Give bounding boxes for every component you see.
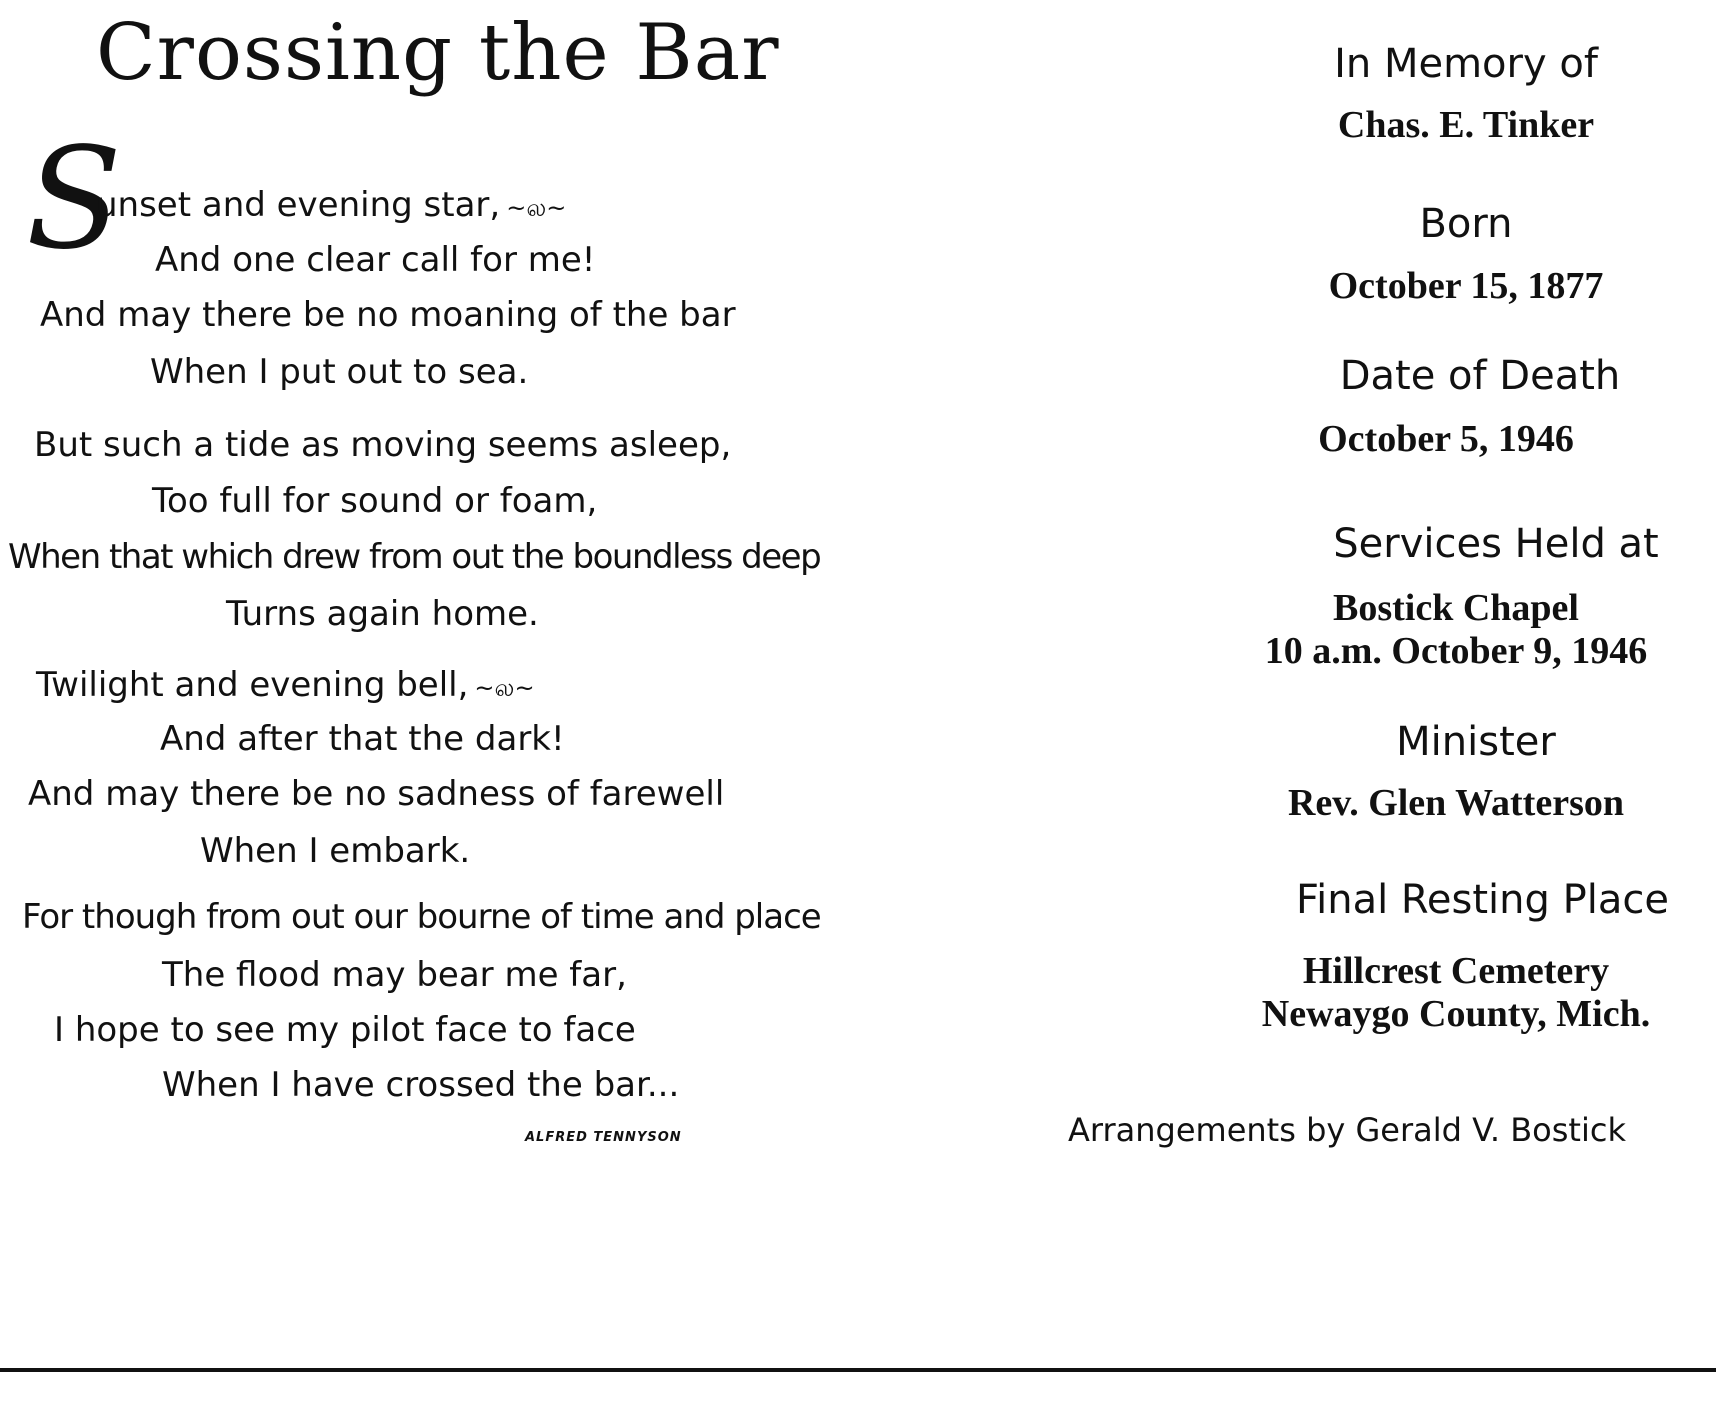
poem-line: For though from out our bourne of time and place xyxy=(22,897,821,937)
poem-line-text: Twilight and evening bell, xyxy=(36,665,469,705)
services-time: 10 a.m. October 9, 1946 xyxy=(1264,630,1648,672)
poem-line: And after that the dark! xyxy=(160,719,565,759)
services-place: Bostick Chapel xyxy=(1333,587,1579,629)
poem-author: ALFRED TENNYSON xyxy=(525,1130,682,1145)
ornament-icon: ~ல~ xyxy=(506,194,567,222)
bottom-rule xyxy=(0,1368,1716,1372)
poem-line: Too full for sound or foam, xyxy=(152,481,598,521)
poem-line: When I put out to sea. xyxy=(150,352,529,392)
death-label: Date of Death xyxy=(1339,353,1621,399)
deceased-name: Chas. E. Tinker xyxy=(1337,104,1595,146)
resting-place: Hillcrest Cemetery xyxy=(1302,950,1610,992)
poem-drop-cap: S xyxy=(26,118,122,281)
poem-line-text: unset and evening star, xyxy=(96,185,501,225)
ornament-icon: ~ல~ xyxy=(474,674,535,702)
in-memory-label: In Memory of xyxy=(1334,41,1598,87)
poem-title: Crossing the Bar xyxy=(96,8,780,98)
poem-line: Turns again home. xyxy=(226,594,539,634)
poem-line: And may there be no sadness of farewell xyxy=(28,774,725,814)
poem-line: And one clear call for me! xyxy=(155,240,596,280)
minister-name: Rev. Glen Watterson xyxy=(1287,782,1624,824)
poem-line: And may there be no moaning of the bar xyxy=(40,295,736,335)
poem-line: I hope to see my pilot face to face xyxy=(54,1010,636,1050)
minister-label: Minister xyxy=(1396,719,1556,765)
arrangements-credit: Arrangements by Gerald V. Bostick xyxy=(1068,1111,1626,1149)
poem-line: But such a tide as moving seems asleep, xyxy=(34,425,732,465)
poem-line xyxy=(96,185,567,225)
poem-line: When that which drew from out the boundless deep xyxy=(8,537,821,577)
born-label: Born xyxy=(1419,201,1513,247)
poem-line: When I have crossed the bar... xyxy=(162,1065,680,1105)
services-label: Services Held at xyxy=(1333,521,1659,567)
poem-line: The flood may bear me far, xyxy=(162,955,627,995)
resting-place-label: Final Resting Place xyxy=(1296,877,1669,923)
poem-line xyxy=(36,665,535,705)
poem-line: When I embark. xyxy=(200,831,471,871)
born-date: October 15, 1877 xyxy=(1328,265,1604,307)
resting-location: Newaygo County, Mich. xyxy=(1261,993,1651,1035)
death-date: October 5, 1946 xyxy=(1318,418,1574,460)
